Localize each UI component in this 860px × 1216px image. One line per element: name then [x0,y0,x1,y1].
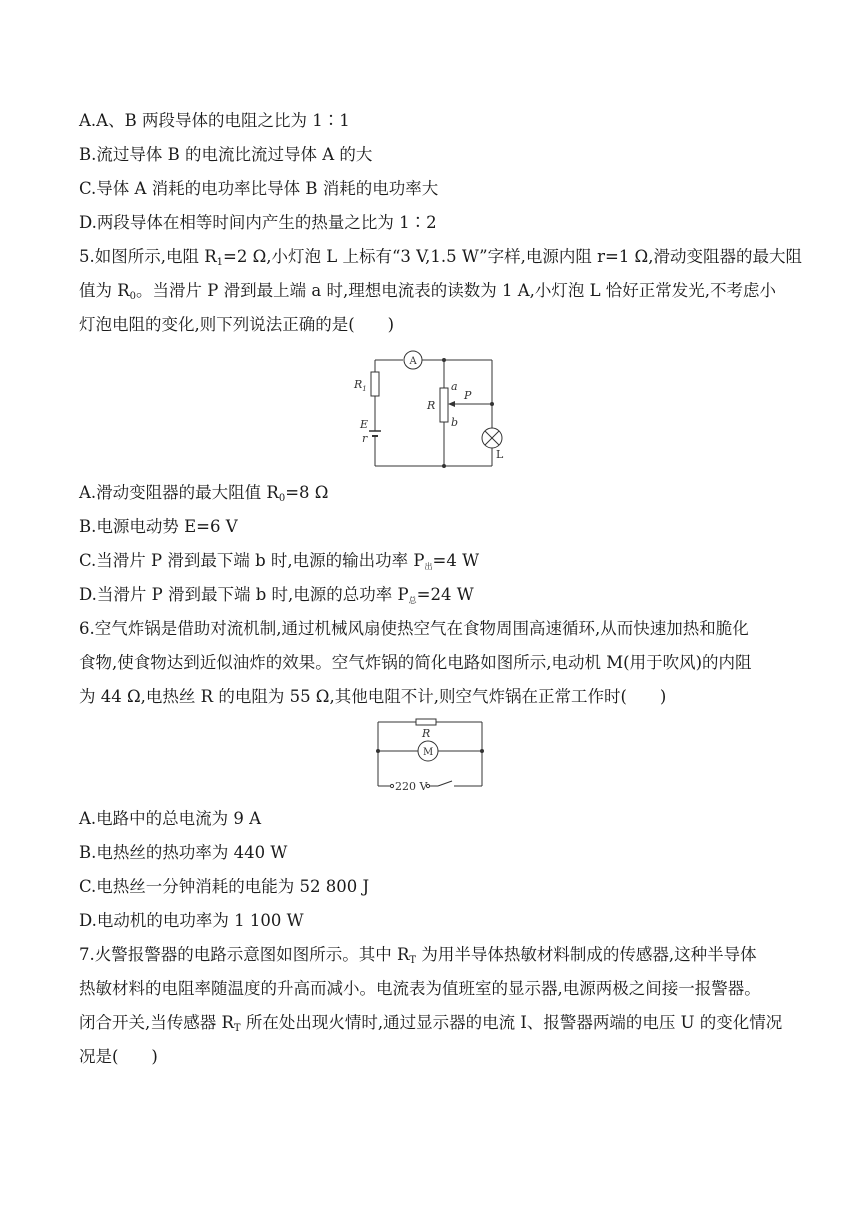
q5-option-c: C.当滑片 P 滑到最下端 b 时,电源的输出功率 $P_出=4$ W [79,551,480,571]
q7-stem-line4: 况是( ) [79,1047,158,1066]
end-b-label: b [451,416,459,429]
q6-option-c: C.电热丝一分钟消耗的电能为 52 800 J [79,877,370,896]
resistor-r1-icon [371,372,379,396]
q4-option-c: C.导体 A 消耗的电功率比导体 B 消耗的电功率大 [79,179,439,198]
q4-option-d: D.两段导体在相等时间内产生的热量之比为 1∶2 [79,213,437,232]
lamp-label: L [496,448,504,461]
motor-label: M [423,747,434,758]
q5-circuit-diagram [340,346,520,470]
q6-circuit-diagram [370,714,490,796]
q6-option-b: B.电热丝的热功率为 440 W [79,843,288,862]
rheostat-icon [440,388,448,422]
q5-stem-line2: 值为 $R_0$。当滑片 P 滑到最上端 a 时,理想电流表的读数为 1 A,小灯泡 L 恰好正常发光,不考虑小 [79,281,777,302]
r1-label: $R_1$ [354,378,367,393]
q6-stem-line3: 为 44 Ω,电热丝 R 的电阻为 55 Ω,其他电阻不计,则空气炸锅在正常工作时( ) [79,687,667,706]
internal-resistance-label: r [362,432,368,445]
q4-option-a: A.A、B 两段导体的电阻之比为 1∶1 [79,111,350,130]
q6-option-d: D.电动机的电功率为 1 100 W [79,911,304,930]
q6-option-a: A.电路中的总电流为 9 A [79,809,262,828]
q5-option-a: A.滑动变阻器的最大阻值 $R_0=8$ Ω [79,483,329,504]
resistor-label: R [422,727,431,740]
switch-icon [438,781,452,786]
q7-stem-line1: 7.火警报警器的电路示意图如图所示。其中 $R_T$ 为用半导体热敏材料制成的传感器,这种半导体 [79,945,757,966]
q5-option-b: B.电源电动势 E=6 V [79,517,238,536]
q5-stem-line3: 灯泡电阻的变化,则下列说法正确的是( ) [79,315,395,334]
q7-stem-line2: 热敏材料的电阻率随温度的升高而减小。电流表为值班室的显示器,电源两极之间接一报警器。 [79,979,761,998]
q6-stem-line2: 食物,使食物达到近似油炸的效果。空气炸锅的简化电路如图所示,电动机 M(用于吹风)的内阻 [79,653,752,672]
q6-stem-line1: 6.空气炸锅是借助对流机制,通过机械风扇使热空气在食物周围高速循环,从而快速加热和脆化 [79,619,749,638]
end-a-label: a [451,380,458,393]
slider-p-label: P [464,389,472,402]
supply-voltage-label: 220 V [395,780,428,793]
q4-option-b: B.流过导体 B 的电流比流过导体 A 的大 [79,145,373,164]
emf-label: E [360,418,369,431]
q5-option-d: D.当滑片 P 滑到最下端 b 时,电源的总功率 $P_总=24$ W [79,585,474,605]
q7-stem-line3: 闭合开关,当传感器 $R_T$ 所在处出现火情时,通过显示器的电流 I、报警器两端的电压 U 的变化情况 [79,1013,783,1034]
heating-wire-icon [416,719,436,725]
q5-stem-line1: 5.如图所示,电阻 $R_1=2$ Ω,小灯泡 L 上标有“3 V,1.5 W”字样,电源内阻 r=1 Ω,滑动变阻器的最大阻 [79,247,802,268]
slider-arrow-icon [448,401,455,407]
rheostat-label: R [427,399,436,412]
ammeter-label: A [409,356,417,367]
